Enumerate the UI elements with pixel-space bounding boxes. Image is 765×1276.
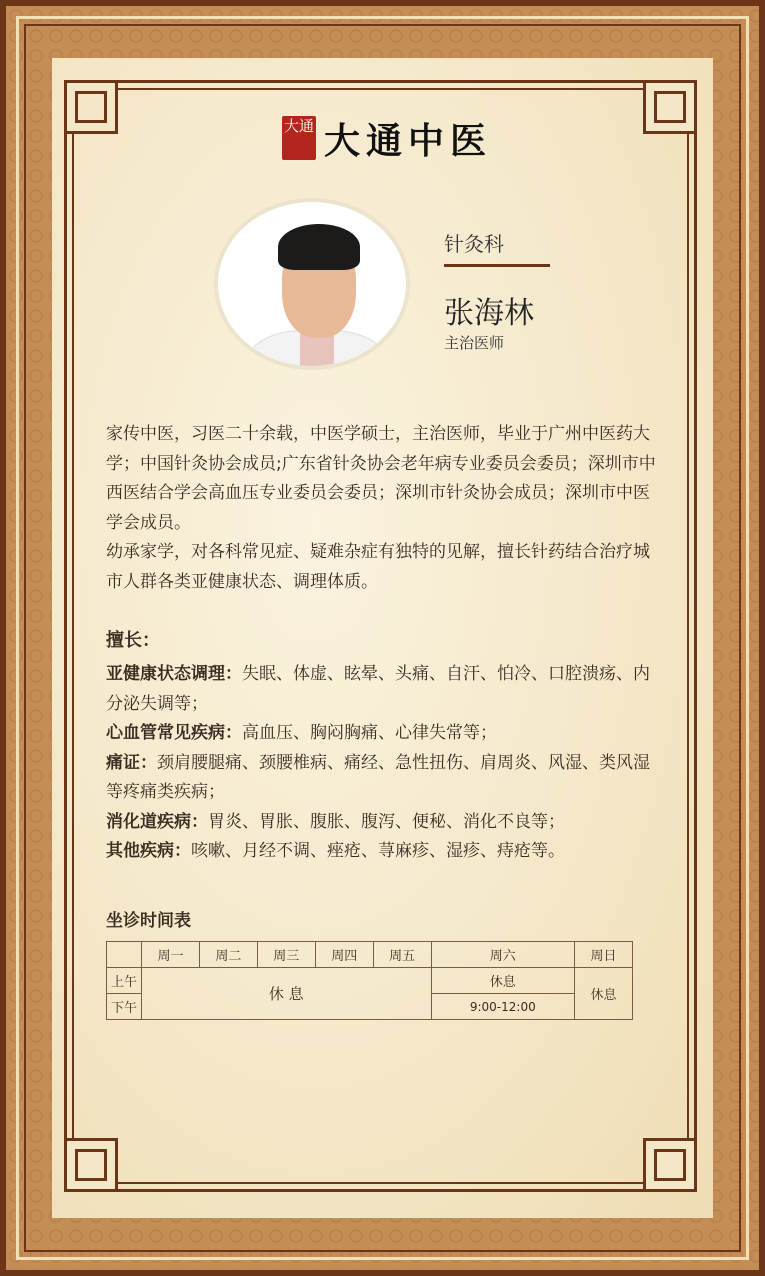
schedule-heading: 坐诊时间表 bbox=[106, 911, 191, 931]
fret-corner-top-right bbox=[643, 80, 697, 134]
brand-logo bbox=[282, 112, 492, 164]
bio-paragraph: 幼承家学，对各科常见症、疑难杂症有独特的见解，擅长针药结合治疗城市人群各类亚健康状态、调理体质。 bbox=[106, 542, 650, 592]
day-header: 周五 bbox=[373, 942, 431, 968]
sat-am-status: 休息 bbox=[431, 968, 574, 994]
doctor-name: 张海林 bbox=[444, 296, 534, 331]
day-header: 周二 bbox=[199, 942, 257, 968]
day-header: 周三 bbox=[257, 942, 315, 968]
specialty-item: 其他疾病：咳嗽、月经不调、痤疮、荨麻疹、湿疹、痔疮等。 bbox=[106, 841, 565, 861]
specialty-item: 痛证：颈肩腰腿痛、颈腰椎病、痛经、急性扭伤、肩周炎、风湿、类风湿等疼痛类疾病； bbox=[106, 752, 650, 802]
department-label: 针灸科 bbox=[444, 232, 504, 256]
schedule-table bbox=[106, 941, 633, 1020]
weekday-status: 休 息 bbox=[142, 968, 432, 1020]
day-header: 周一 bbox=[142, 942, 200, 968]
day-header: 周四 bbox=[315, 942, 373, 968]
doctor-portrait bbox=[214, 198, 410, 370]
biography bbox=[106, 420, 661, 597]
day-header: 周六 bbox=[431, 942, 574, 968]
fret-corner-top-left bbox=[64, 80, 118, 134]
department-divider bbox=[444, 264, 550, 267]
schedule-header-row bbox=[107, 942, 633, 968]
specialties-list bbox=[106, 660, 661, 867]
sat-pm-hours: 9:00-12:00 bbox=[431, 994, 574, 1020]
brand-name: 大通中医 bbox=[324, 119, 493, 162]
schedule-am-row bbox=[107, 968, 633, 994]
fret-corner-bottom-left bbox=[64, 1138, 118, 1192]
sun-status: 休息 bbox=[574, 968, 632, 1020]
specialty-item: 亚健康状态调理：失眠、体虚、眩晕、头痛、自汗、怕冷、口腔溃疡、内分泌失调等； bbox=[106, 664, 650, 714]
am-label: 上午 bbox=[107, 968, 142, 994]
pm-label: 下午 bbox=[107, 994, 142, 1020]
seal-icon: 大通 bbox=[282, 116, 316, 160]
specialties-heading: 擅长： bbox=[106, 630, 160, 651]
bio-paragraph: 家传中医，习医二十余载，中医学硕士，主治医师，毕业于广州中医药大学；中国针灸协会成员;广东省针灸协会老年病专业委员会委员；深圳市中西医结合学会高血压专业委员会委员；深圳市针灸协会成员；深圳市中医学会成员。 bbox=[106, 424, 656, 533]
fret-corner-bottom-right bbox=[643, 1138, 697, 1192]
specialty-item: 消化道疾病：胃炎、胃胀、腹胀、腹泻、便秘、消化不良等； bbox=[106, 811, 565, 832]
doctor-title: 主治医师 bbox=[444, 334, 505, 352]
day-header: 周日 bbox=[574, 942, 632, 968]
specialty-item: 心血管常见疾病：高血压、胸闷胸痛、心律失常等； bbox=[106, 723, 497, 743]
